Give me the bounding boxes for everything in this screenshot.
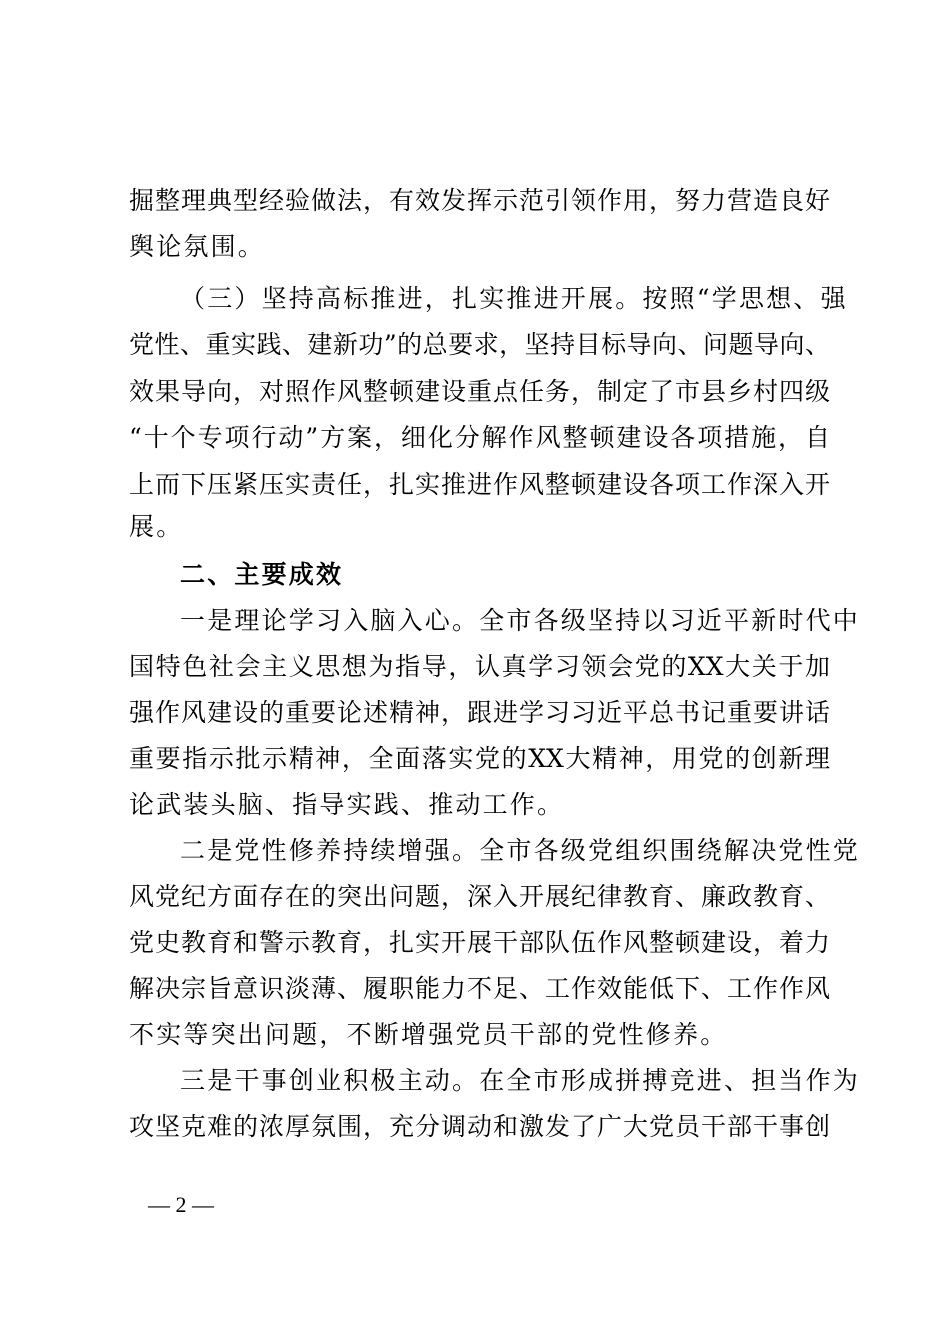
paragraph-line: 效果导向，对照作风整顿建设重点任务，制定了市县乡村四级 [129, 377, 830, 406]
section-heading: 二、主要成效 [180, 560, 344, 589]
paragraph-line: 上而下压紧压实责任，扎实推进作风整顿建设各项工作深入开 [129, 470, 830, 499]
paragraph-line: 风党纪方面存在的突出问题，深入开展纪律教育、廉政教育、 [129, 882, 830, 911]
paragraph-line: 一是理论学习入脑入心。全市各级坚持以习近平新时代中 [180, 606, 861, 635]
paragraph-line: 舆论氛围。 [129, 232, 266, 261]
paragraph-line: 重要指示批示精神，全面落实党的XX大精神，用党的创新理 [129, 744, 830, 773]
paragraph-line: 掘整理典型经验做法，有效发挥示范引领作用，努力营造良好 [129, 186, 830, 215]
paragraph-line: 展。 [129, 512, 184, 541]
paragraph-line: 国特色社会主义思想为指导，认真学习领会党的XX大关于加 [129, 652, 830, 681]
paragraph-line: 党性、重实践、建新功”的总要求，坚持目标导向、问题导向、 [129, 330, 830, 359]
paragraph-line: “十个专项行动”方案，细化分解作风整顿建设各项措施，自 [129, 423, 830, 452]
paragraph-line: 二是党性修养持续增强。全市各级党组织围绕解决党性党 [180, 836, 861, 865]
paragraph-line: 强作风建设的重要论述精神，跟进学习习近平总书记重要讲话 [129, 698, 830, 727]
paragraph-line: 党史教育和警示教育，扎实开展干部队伍作风整顿建设，着力 [129, 928, 830, 957]
paragraph-line: 攻坚克难的浓厚氛围，充分调动和激发了广大党员干部干事创 [129, 1112, 830, 1141]
paragraph-line: （三）坚持高标推进，扎实推进开展。按照“学思想、强 [180, 284, 848, 313]
paragraph-line: 不实等突出问题，不断增强党员干部的党性修养。 [129, 1020, 728, 1049]
paragraph-line: 解决宗旨意识淡薄、履职能力不足、工作效能低下、工作作风 [129, 974, 830, 1003]
paragraph-line: 三是干事创业积极主动。在全市形成拼搏竞进、担当作为 [180, 1066, 861, 1095]
page-number: — 2 — [148, 1192, 214, 1217]
paragraph-line: 论武装头脑、指导实践、推动工作。 [129, 790, 565, 819]
